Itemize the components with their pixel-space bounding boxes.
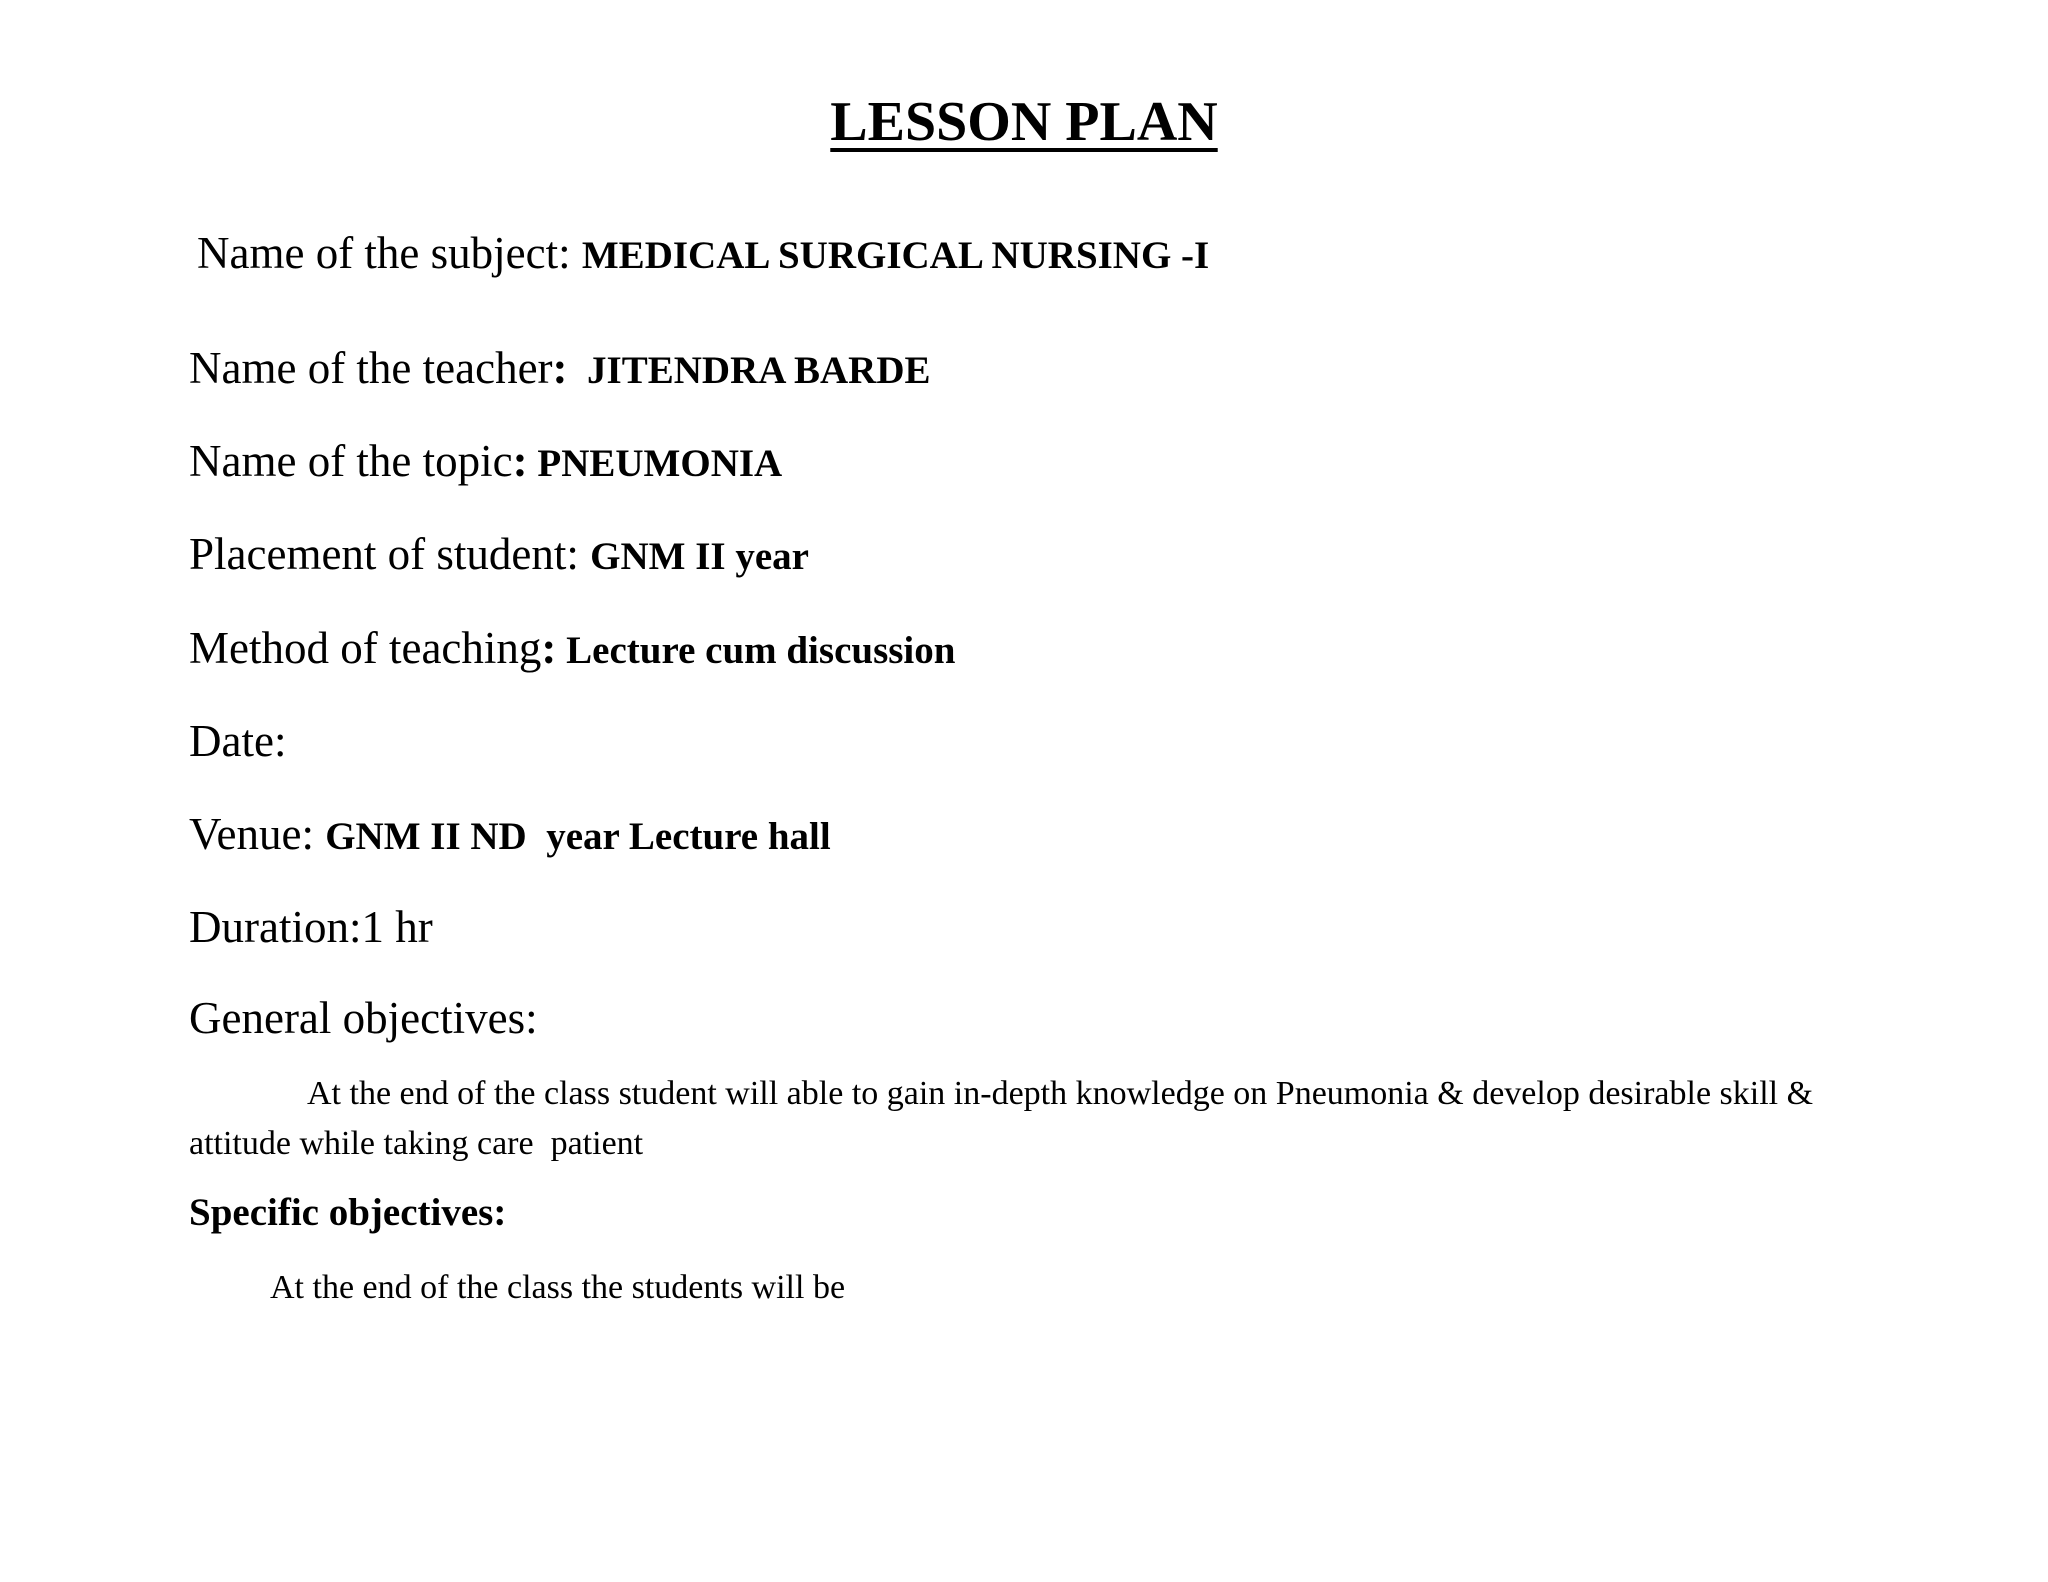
teacher-field — [189, 340, 931, 399]
duration-field — [189, 899, 433, 955]
subject-value: MEDICAL SURGICAL NURSING -I — [581, 234, 1210, 277]
method-label: Method of teaching — [189, 623, 542, 673]
specific-objectives-heading: Specific objectives: — [189, 1191, 507, 1234]
method-colon: : — [541, 623, 557, 673]
duration-label: Duration:1 hr — [189, 902, 433, 952]
date-label: Date: — [189, 716, 287, 766]
topic-label: Name of the topic — [189, 436, 513, 486]
specific-objectives-paragraph: At the end of the class the students will be — [270, 1269, 846, 1306]
venue-field — [189, 806, 831, 865]
teacher-value: JITENDRA BARDE — [567, 349, 931, 392]
subject-label: Name of the subject: — [197, 228, 582, 278]
teacher-colon: : — [552, 343, 568, 393]
method-field — [189, 620, 955, 679]
topic-value: PNEUMONIA — [527, 442, 783, 485]
placement-field — [189, 526, 809, 585]
venue-value: GNM II ND year Lecture hall — [325, 815, 831, 858]
date-field — [189, 713, 286, 769]
placement-label: Placement of student: — [189, 529, 591, 579]
topic-colon: : — [512, 436, 528, 486]
page-title-text: LESSON PLAN — [830, 91, 1218, 153]
general-objectives-heading — [189, 990, 538, 1046]
page-title — [0, 88, 2048, 156]
teacher-label: Name of the teacher — [189, 343, 553, 393]
topic-field — [189, 433, 782, 492]
placement-value: GNM II year — [590, 535, 809, 578]
subject-field — [197, 225, 1209, 284]
venue-label: Venue: — [189, 809, 326, 859]
method-value: Lecture cum discussion — [556, 629, 956, 672]
general-objectives-label: General objectives: — [189, 993, 538, 1043]
general-objective-paragraph: At the end of the class student will able to gain in-depth knowledge on Pneumonia & develop desirable skill & attitude while taking care patient — [189, 1075, 1822, 1162]
